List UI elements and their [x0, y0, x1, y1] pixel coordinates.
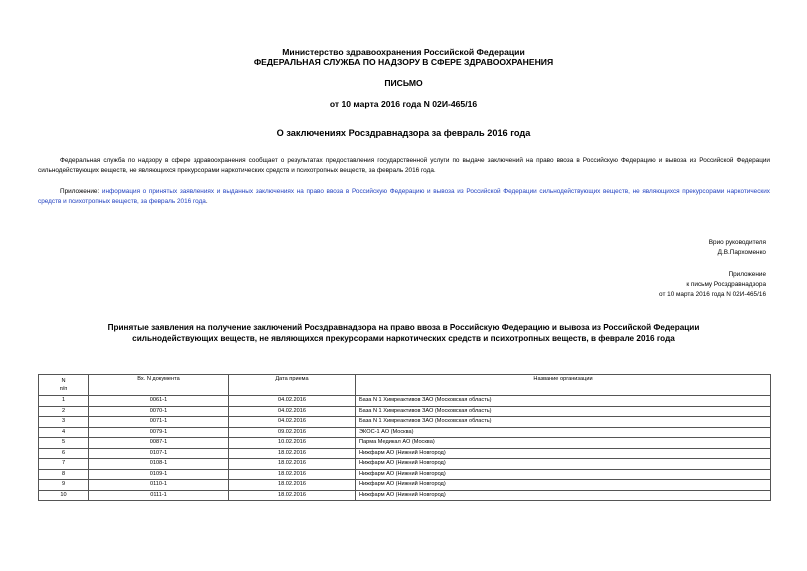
row-number: 5: [39, 438, 89, 449]
row-number: 10: [39, 490, 89, 501]
appendix-line1: Приложение: [728, 271, 766, 278]
signature-name: Д.В.Пархоменко: [717, 249, 766, 256]
appendix-line3: от 10 марта 2016 года N 02И-465/16: [659, 291, 766, 298]
row-number: 1: [39, 396, 89, 407]
row-number: 4: [39, 427, 89, 438]
row-organization: Нижфарм АО (Нижний Новгород): [356, 469, 771, 480]
annex-title-line2: сильнодействующих веществ, не являющихся прекурсорами наркотических средств и психотропных веществ, в феврале 2016 года: [132, 334, 675, 343]
row-number: 6: [39, 448, 89, 459]
row-date: 04.02.2016: [229, 396, 356, 407]
row-date: 18.02.2016: [229, 469, 356, 480]
doc-type: ПИСЬМО: [384, 78, 423, 88]
row-number: 9: [39, 480, 89, 491]
row-date: 09.02.2016: [229, 427, 356, 438]
header-num: N п/п: [39, 375, 89, 396]
row-date: 04.02.2016: [229, 406, 356, 417]
attachment-paragraph: [38, 187, 770, 206]
row-date: 18.02.2016: [229, 448, 356, 459]
row-doc-number: 0109-1: [89, 469, 229, 480]
table-row: [39, 469, 771, 480]
table-header-row: [39, 375, 771, 396]
row-doc-number: 0071-1: [89, 417, 229, 428]
annex-title: [50, 322, 757, 344]
row-number: 8: [39, 469, 89, 480]
signature-block: [709, 238, 766, 258]
row-number: 3: [39, 417, 89, 428]
row-doc-number: 0079-1: [89, 427, 229, 438]
service-name: ФЕДЕРАЛЬНАЯ СЛУЖБА ПО НАДЗОРУ В СФЕРЕ ЗДРАВООХРАНЕНИЯ: [253, 57, 554, 67]
table-row: [39, 480, 771, 491]
row-doc-number: 0110-1: [89, 480, 229, 491]
row-doc-number: 0061-1: [89, 396, 229, 407]
table-row: [39, 438, 771, 449]
row-organization: База N 1 Химреактивов ЗАО (Московская область): [356, 396, 771, 407]
row-organization: Нижфарм АО (Нижний Новгород): [356, 448, 771, 459]
row-doc-number: 0087-1: [89, 438, 229, 449]
table-row: [39, 427, 771, 438]
row-organization: ЭКОС-1 АО (Москва): [356, 427, 771, 438]
table-row: [39, 459, 771, 470]
header-date: Дата приема: [229, 375, 356, 396]
appendix-line2: к письму Росздравнадзора: [686, 281, 766, 288]
row-organization: База N 1 Химреактивов ЗАО (Московская область): [356, 417, 771, 428]
row-doc-number: 0070-1: [89, 406, 229, 417]
table-row: [39, 448, 771, 459]
annex-title-line1: Принятые заявления на получение заключений Росздравнадзора на право ввоза в Российскую Федерацию и вывоза из Российской Федерации: [107, 323, 700, 332]
table-row: [39, 406, 771, 417]
body-paragraph: Федеральная служба по надзору в сфере здравоохранения сообщает о результатах предоставления государственной услуги по выдаче заключений на право ввоза в Российскую Федерацию и вывоза из Российской Федерации сильнодействующих веществ, не являющихся прекурсорами наркотических средств и психотропных веществ, за февраль 2016 года.: [38, 157, 770, 174]
row-doc-number: 0107-1: [89, 448, 229, 459]
row-date: 18.02.2016: [229, 480, 356, 491]
row-date: 10.02.2016: [229, 438, 356, 449]
attachment-prefix: Приложение:: [60, 188, 100, 195]
row-organization: Нижфарм АО (Нижний Новгород): [356, 480, 771, 491]
ministry-name: Министерство здравоохранения Российской Федерации: [282, 47, 525, 57]
table-row: [39, 396, 771, 407]
header-org: Название организации: [356, 375, 771, 396]
row-date: 18.02.2016: [229, 490, 356, 501]
row-organization: База N 1 Химреактивов ЗАО (Московская область): [356, 406, 771, 417]
attachment-suffix: .: [205, 197, 208, 205]
attachment-link[interactable]: информация о принятых заявлениях и выданных заключениях на право ввоза в Российскую Федерацию и вывоза из Российской Федерации сильнодействующих веществ, не являющихся прекурсорами наркотических средств и психотропных веществ, за февраль 2016 года: [38, 188, 770, 205]
row-date: 18.02.2016: [229, 459, 356, 470]
row-doc-number: 0111-1: [89, 490, 229, 501]
row-date: 04.02.2016: [229, 417, 356, 428]
doc-subject: О заключениях Росздравнадзора за февраль 2016 года: [276, 128, 531, 138]
row-number: 7: [39, 459, 89, 470]
doc-date: от 10 марта 2016 года N 02И-465/16: [329, 99, 478, 109]
row-organization: Парма Медикал АО (Москва): [356, 438, 771, 449]
row-number: 2: [39, 406, 89, 417]
signature-position: Врио руководителя: [708, 239, 766, 246]
row-organization: Нижфарм АО (Нижний Новгород): [356, 490, 771, 501]
applications-table: [38, 374, 771, 501]
row-organization: Нижфарм АО (Нижний Новгород): [356, 459, 771, 470]
table-row: [39, 490, 771, 501]
header-doc-no: Вх. N документа: [89, 375, 229, 396]
table-row: [39, 417, 771, 428]
row-doc-number: 0108-1: [89, 459, 229, 470]
appendix-reference: [659, 270, 766, 300]
